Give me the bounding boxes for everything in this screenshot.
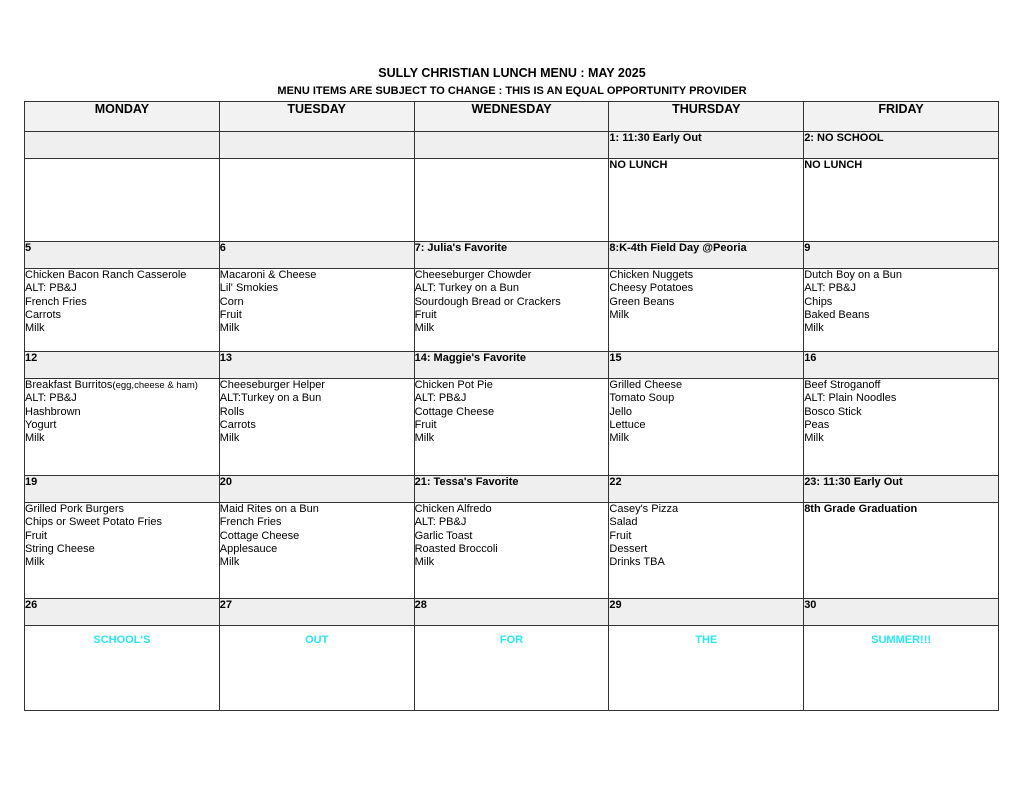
menu-cell <box>804 159 999 242</box>
menu-item: Baked Beans <box>804 308 870 321</box>
menu-item: Milk <box>414 432 435 445</box>
menu-item: Chicken Pot Pie <box>414 379 493 391</box>
menu-item: Sourdough Bread or Crackers <box>414 295 561 308</box>
date-cell: 2: NO SCHOOL <box>804 132 999 159</box>
date-cell: 28 <box>414 599 609 626</box>
date-cell: 15 <box>609 352 804 379</box>
menu-item: Green Beans <box>609 295 675 308</box>
date-cell: 14: Maggie's Favorite <box>414 352 609 379</box>
menu-item: Carrots <box>219 418 256 431</box>
menu-cell <box>219 503 414 599</box>
menu-cell <box>609 379 804 476</box>
menu-item: ALT: PB&J <box>804 282 856 295</box>
menu-item: Peas <box>804 418 830 431</box>
menu-item: Lil' Smokies <box>219 282 279 295</box>
menu-item: ALT: PB&J <box>25 282 77 295</box>
menu-item: Macaroni & Cheese <box>219 269 317 281</box>
date-cell: 27 <box>219 599 414 626</box>
summer-banner-word: THE <box>609 626 804 711</box>
menu-item: Milk <box>609 308 629 321</box>
menu-item: ALT: Plain Noodles <box>804 392 897 405</box>
date-cell: 9 <box>804 242 999 269</box>
date-row <box>25 599 999 626</box>
date-cell: 26 <box>25 599 220 626</box>
weekday-header-row <box>25 102 999 132</box>
menu-cell <box>414 159 609 242</box>
menu-item: Cottage Cheese <box>414 405 495 418</box>
menu-cell <box>414 269 609 352</box>
day-header-wednesday: WEDNESDAY <box>414 102 609 132</box>
menu-cell <box>219 379 414 476</box>
menu-item: Grilled Pork Burgers <box>25 503 125 515</box>
menu-item: Beef Stroganoff <box>804 379 881 391</box>
menu-item: Jello <box>609 405 633 418</box>
menu-item: String Cheese <box>25 542 95 555</box>
day-header-friday: FRIDAY <box>804 102 999 132</box>
date-row <box>25 352 999 379</box>
date-cell: 29 <box>609 599 804 626</box>
menu-item: Maid Rites on a Bun <box>219 503 319 515</box>
lunch-calendar <box>24 101 999 711</box>
menu-item: Fruit <box>219 308 242 321</box>
menu-item: Lettuce <box>609 418 646 431</box>
menu-item: Milk <box>25 556 45 569</box>
menu-item: 8th Grade Graduation <box>804 503 918 515</box>
date-cell: 12 <box>25 352 220 379</box>
date-cell: 16 <box>804 352 999 379</box>
menu-item: Grilled Cheese <box>609 379 683 391</box>
menu-cell <box>25 503 220 599</box>
menu-item: Milk <box>25 432 45 445</box>
menu-cell <box>414 503 609 599</box>
summer-banner-word: SCHOOL'S <box>25 626 220 711</box>
date-row <box>25 476 999 503</box>
menu-item: Milk <box>609 432 629 445</box>
menu-item: Yogurt <box>25 418 57 431</box>
summer-banner-word: FOR <box>414 626 609 711</box>
date-cell: 22 <box>609 476 804 503</box>
menu-item: Carrots <box>25 308 62 321</box>
menu-item: Milk <box>219 322 240 335</box>
menu-cell <box>219 269 414 352</box>
menu-item: Milk <box>414 322 435 335</box>
day-header-tuesday: TUESDAY <box>219 102 414 132</box>
menu-item: French Fries <box>219 516 282 529</box>
menu-subtitle: MENU ITEMS ARE SUBJECT TO CHANGE : THIS IS AN EQUAL OPPORTUNITY PROVIDER <box>277 85 747 97</box>
date-cell: 19 <box>25 476 220 503</box>
date-cell: 13 <box>219 352 414 379</box>
date-cell: 30 <box>804 599 999 626</box>
menu-item: Applesauce <box>219 542 278 555</box>
menu-item: ALT: PB&J <box>414 392 467 405</box>
menu-item: Milk <box>25 322 45 335</box>
menu-row <box>25 626 999 711</box>
menu-cell <box>804 379 999 476</box>
date-cell: 21: Tessa's Favorite <box>414 476 609 503</box>
menu-item: Fruit <box>414 308 437 321</box>
date-cell <box>25 132 220 159</box>
menu-item: Fruit <box>25 529 47 542</box>
date-cell <box>414 132 609 159</box>
menu-item: Hashbrown <box>25 405 81 418</box>
menu-cell <box>219 159 414 242</box>
menu-cell <box>25 159 220 242</box>
menu-item: Chicken Alfredo <box>414 503 492 515</box>
menu-item: Salad <box>609 516 638 529</box>
menu-item: Dutch Boy on a Bun <box>804 269 903 281</box>
menu-item: Drinks TBA <box>609 556 665 569</box>
summer-banner-word: SUMMER!!! <box>804 626 999 711</box>
menu-item: Milk <box>219 432 240 445</box>
date-cell: 5 <box>25 242 220 269</box>
date-row <box>25 242 999 269</box>
date-cell: 23: 11:30 Early Out <box>804 476 999 503</box>
menu-item-note: (egg,cheese & ham) <box>112 380 198 391</box>
menu-cell <box>804 503 999 599</box>
menu-item: Milk <box>804 432 824 445</box>
menu-item: French Fries <box>25 295 87 308</box>
menu-cell <box>609 503 804 599</box>
summer-banner-word: OUT <box>219 626 414 711</box>
menu-item: NO LUNCH <box>804 159 863 171</box>
menu-item: Corn <box>219 295 244 308</box>
menu-row <box>25 503 999 599</box>
menu-item: ALT: PB&J <box>25 392 77 405</box>
menu-item: Fruit <box>609 529 632 542</box>
menu-item-text: Breakfast Burritos <box>25 379 113 391</box>
date-cell: 6 <box>219 242 414 269</box>
date-row <box>25 132 999 159</box>
menu-item <box>25 379 219 392</box>
menu-item: Chips <box>804 295 833 308</box>
menu-cell <box>804 269 999 352</box>
menu-item: Bosco Stick <box>804 405 862 418</box>
menu-item: NO LUNCH <box>609 159 668 171</box>
menu-item: Rolls <box>219 405 245 418</box>
menu-title: SULLY CHRISTIAN LUNCH MENU : MAY 2025 <box>378 66 646 80</box>
menu-item: Chicken Nuggets <box>609 269 694 281</box>
menu-item: Cottage Cheese <box>219 529 300 542</box>
date-cell: 20 <box>219 476 414 503</box>
menu-row <box>25 379 999 476</box>
menu-cell <box>414 379 609 476</box>
menu-item: Tomato Soup <box>609 392 675 405</box>
menu-item: Dessert <box>609 542 648 555</box>
date-cell: 7: Julia's Favorite <box>414 242 609 269</box>
menu-item: Chicken Bacon Ranch Casserole <box>25 269 187 281</box>
menu-item: Cheeseburger Helper <box>219 379 325 391</box>
menu-cell <box>25 379 220 476</box>
menu-item: Cheesy Potatoes <box>609 282 694 295</box>
menu-item: Casey's Pizza <box>609 503 679 515</box>
menu-item: ALT:Turkey on a Bun <box>219 392 322 405</box>
menu-row <box>25 269 999 352</box>
menu-item: Roasted Broccoli <box>414 542 498 555</box>
menu-item: Garlic Toast <box>414 529 473 542</box>
menu-item: Milk <box>414 556 435 569</box>
day-header-monday: MONDAY <box>25 102 220 132</box>
menu-cell <box>25 269 220 352</box>
menu-item: Cheeseburger Chowder <box>414 269 532 281</box>
date-cell <box>219 132 414 159</box>
date-cell: 8:K-4th Field Day @Peoria <box>609 242 804 269</box>
menu-cell <box>609 159 804 242</box>
menu-item: ALT: Turkey on a Bun <box>414 282 519 295</box>
menu-item: Fruit <box>414 418 437 431</box>
menu-cell <box>609 269 804 352</box>
menu-item: Chips or Sweet Potato Fries <box>25 516 162 529</box>
menu-item: Milk <box>804 322 824 335</box>
date-cell: 1: 11:30 Early Out <box>609 132 804 159</box>
menu-row <box>25 159 999 242</box>
day-header-thursday: THURSDAY <box>609 102 804 132</box>
menu-item: ALT: PB&J <box>414 516 467 529</box>
menu-item: Milk <box>219 556 240 569</box>
